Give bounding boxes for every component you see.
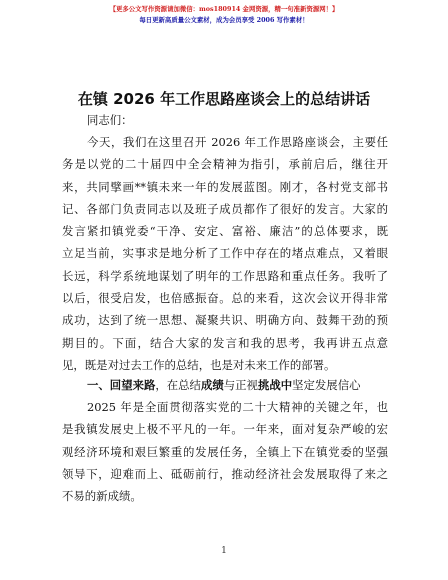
heading-bold-c: 挑战中	[257, 378, 293, 392]
promo-banner-line1: 【更多公文写作资源请加微信：mos180914 金网资源，精一句准新资源网！】	[109, 5, 339, 13]
greeting: 同志们：	[87, 113, 133, 127]
heading-middle2: 与正视	[223, 378, 258, 392]
paragraph-line: 是我镇发展史上极不平凡的一年。一年来，面对复杂严峻的宏	[62, 422, 388, 437]
paragraph-line: 长远，科学系统地谋划了明年的工作思路和重点任务。我听了	[62, 268, 388, 283]
heading-bold-a: 回望来路	[109, 378, 156, 392]
page-number: 1	[221, 546, 227, 556]
paragraph-line: 见，既是对过去工作的总结，也是对未来工作的部署。	[62, 357, 336, 372]
paragraph-2	[62, 396, 388, 507]
paragraph-line: 今天，我们在这里召开 2026 年工作思路座谈会，主要任	[87, 135, 388, 149]
paragraph-line: 期目的。下面，结合大家的发言和我的思考，我再讲五点意	[62, 335, 388, 350]
paragraph-line: 记、各部门负责同志以及班子成员都作了很好的发言。大家的	[62, 201, 388, 216]
paragraph-line: 立足当前，实事求是地分析了工作中存在的堵点难点，又着眼	[62, 246, 388, 261]
section-heading-1	[62, 374, 413, 396]
paragraph-line: 2025 年是全面贯彻落实党的二十大精神的关键之年，也	[87, 400, 388, 414]
paragraph-line: 务是以党的二十届四中全会精神为指引，承前启后，继往开	[62, 157, 388, 172]
paragraph-line: 以后，很受启发，也倍感振奋。总的来看，这次会议开得非常	[62, 291, 388, 306]
document-title: 在镇 2026 年工作思路座谈会上的总结讲话	[77, 90, 371, 108]
heading-middle: ，在总结	[155, 378, 201, 392]
paragraph-line: 发言紧扣镇党委“干净、安定、富裕、廉洁”的总体要求，既	[62, 224, 388, 239]
paragraph-line: 领导下，迎难而上、砥砺前行，推动经济社会发展取得了来之	[62, 466, 388, 481]
heading-prefix: 一、	[87, 378, 110, 392]
paragraph-line: 来，共同擘画**镇未来一年的发展蓝图。刚才，各村党支部书	[62, 179, 388, 194]
heading-bold-b: 成绩	[200, 378, 224, 392]
paragraph-1	[62, 131, 388, 376]
paragraph-line: 不易的新成绩。	[62, 489, 142, 504]
paragraph-line: 成功，达到了统一思想、凝聚共识、明确方向、鼓舞干劲的预	[62, 313, 388, 328]
paragraph-line: 观经济环境和艰巨繁重的发展任务，全镇上下在镇党委的坚强	[62, 444, 388, 459]
promo-banner-line2: 每日更新高质量公文素材，成为会员享受 2006 写作素材！	[139, 16, 309, 24]
heading-suffix: 坚定发展信心	[292, 378, 361, 392]
